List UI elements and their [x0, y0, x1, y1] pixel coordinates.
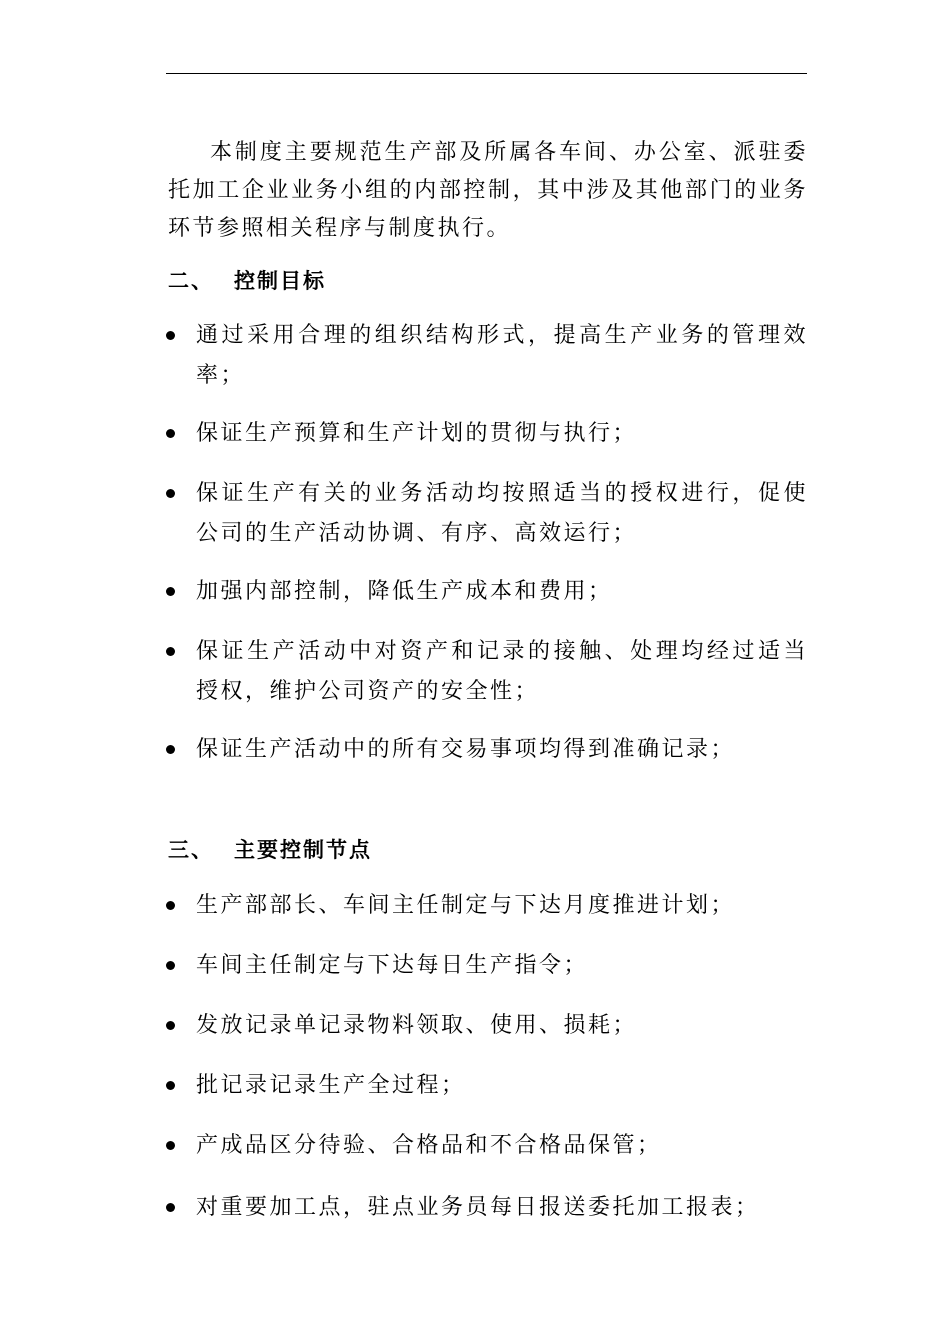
list-item [166, 414, 808, 454]
list-item-text: 生产部部长、车间主任制定与下达月度推进计划； [196, 893, 736, 918]
list-item-text: 产成品区分待验、合格品和不合格品保管； [196, 1133, 662, 1158]
bullet-icon [166, 1141, 175, 1150]
bullet-icon [166, 587, 175, 596]
list-item [166, 1066, 808, 1106]
list-item-text: 车间主任制定与下达每日生产指令； [196, 953, 589, 978]
bullet-icon [166, 901, 175, 910]
section-title: 主要控制节点 [234, 838, 372, 862]
intro-paragraph: 本制度主要规范生产部及所属各车间、办公室、派驻委托加工企业业务小组的内部控制，其中涉及其他部门的业务环节参照相关程序与制度执行。 [168, 140, 808, 241]
section-heading-key-control-points [168, 834, 372, 864]
bullet-icon [166, 1021, 175, 1030]
list-item-text: 保证生产活动中对资产和记录的接触、处理均经过适当授权，维护公司资产的安全性； [196, 639, 808, 704]
bullet-icon [166, 647, 175, 656]
list-item-text: 加强内部控制，降低生产成本和费用； [196, 579, 613, 604]
list-item-text: 发放记录单记录物料领取、使用、损耗； [196, 1013, 638, 1038]
section-title: 控制目标 [234, 269, 326, 293]
list-item [166, 1126, 808, 1166]
bullet-icon [166, 1081, 175, 1090]
header-rule [166, 73, 807, 74]
bullet-icon [166, 961, 175, 970]
list-item [166, 886, 808, 926]
bullet-icon [166, 429, 175, 438]
list-item-text: 保证生产有关的业务活动均按照适当的授权进行，促使公司的生产活动协调、有序、高效运行； [196, 481, 808, 546]
bullet-icon [166, 1203, 175, 1212]
list-item-text: 保证生产预算和生产计划的贯彻与执行； [196, 421, 638, 446]
list-item [166, 474, 808, 554]
list-item [166, 572, 808, 612]
section-number: 二、 [168, 269, 214, 293]
list-item-text: 保证生产活动中的所有交易事项均得到准确记录； [196, 737, 736, 762]
list-item [166, 632, 808, 712]
list-item-text: 批记录记录生产全过程； [196, 1073, 466, 1098]
list-item [166, 316, 808, 396]
list-item [166, 730, 808, 770]
bullet-icon [166, 489, 175, 498]
list-item-text: 对重要加工点，驻点业务员每日报送委托加工报表； [196, 1195, 760, 1220]
list-item [166, 1006, 808, 1046]
bullet-icon [166, 331, 175, 340]
list-item [166, 946, 808, 986]
list-item-text: 通过采用合理的组织结构形式，提高生产业务的管理效率； [196, 323, 808, 388]
list-item [166, 1188, 808, 1228]
bullet-icon [166, 745, 175, 754]
section-heading-control-objectives [168, 265, 326, 295]
section-number: 三、 [168, 838, 214, 862]
